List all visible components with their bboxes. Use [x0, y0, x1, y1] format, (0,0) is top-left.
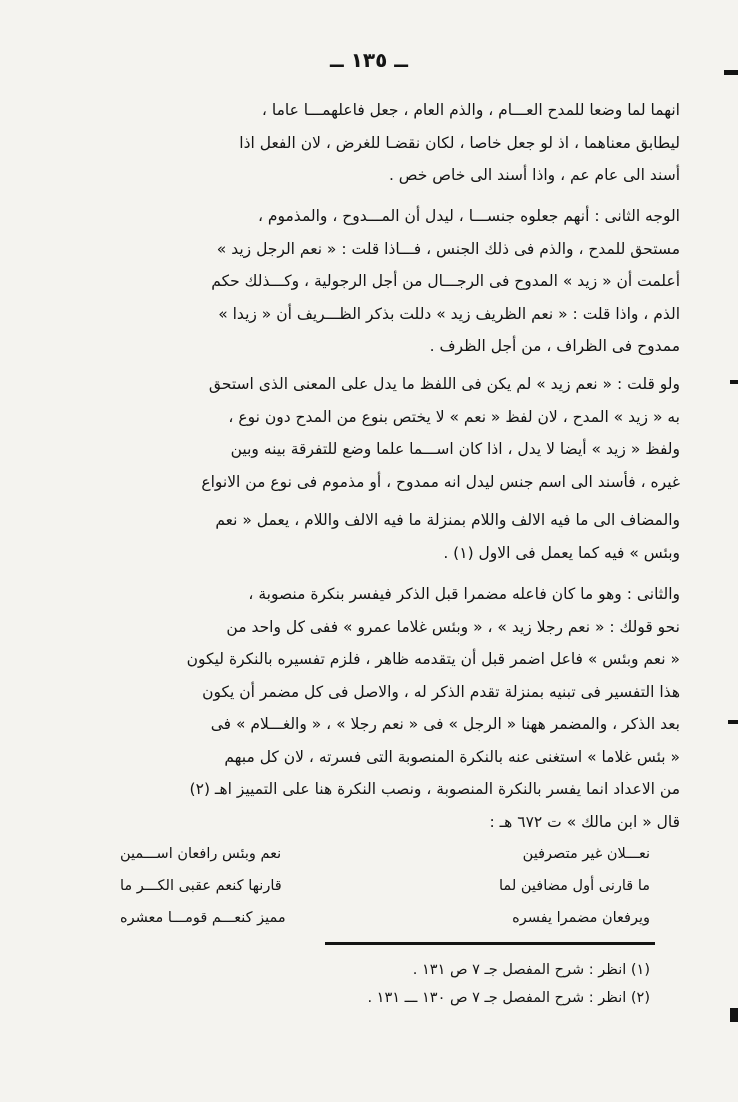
text-line: الذم ، واذا قلت : « نعم الظريف زيد » دللت بذكر الظـــريف أن « زيدا » — [218, 304, 680, 323]
verse-second-half: قارنها كنعم عقبى الكـــر ما — [120, 878, 282, 894]
text-line: ليطابق معناهما ، اذ لو جعل خاصا ، لكان نقضـا للغرض ، لان الفعل اذا — [239, 133, 680, 152]
paragraph-3 — [90, 368, 680, 498]
text-line: أسند الى عام عم ، واذا أسند الى خاص خص . — [388, 166, 680, 184]
text-line: والثانى : وهو ما كان فاعله مضمرا قبل الذكر فيفسر بنكرة منصوبة ، — [248, 585, 680, 603]
scan-edge-mark — [728, 720, 738, 724]
verse-second-half: مميز كنعـــم قومـــا معشره — [120, 910, 286, 926]
text-line: وبئس » فيه كما يعمل فى الاول (١) . — [443, 543, 680, 562]
verse-first-half: ما قارنى أول مضافين لما — [499, 878, 650, 894]
page-number: ــ ١٣٥ ــ — [330, 48, 408, 72]
text-line: به « زيد » المدح ، لان لفظ « نعم » لا يختص بنوع من المدح دون نوع ، — [228, 407, 680, 426]
text-line: ممدوح فى الظراف ، من أجل الظرف . — [429, 337, 680, 355]
text-line: أعلمت أن « زيد » المدوح فى الرجـــال من أجل الرجولية ، وكـــذلك حكم — [211, 272, 680, 290]
footnote-divider — [325, 942, 655, 945]
paragraph-2 — [90, 200, 680, 363]
text-line: قال « ابن مالك » ت ٦٧٢ هـ : — [489, 812, 680, 831]
verse-line — [120, 870, 650, 902]
text-line: مستحق للمدح ، والذم فى ذلك الجنس ، فـــاذا قلت : « نعم الرجل زيد » — [216, 239, 680, 258]
verse-first-half: ويرفعان مضمرا يفسره — [512, 910, 650, 926]
paragraph-5 — [90, 578, 680, 838]
text-line: الوجه الثانى : أنهم جعلوه جنســـا ، ليدل أن المـــدوح ، والمذموم ، — [257, 207, 680, 225]
footnotes — [230, 956, 650, 1012]
text-line: انهما لما وضعا للمدح العـــام ، والذم العام ، جعل فاعلهمـــا عاما ، — [261, 101, 680, 119]
poetry-verses — [120, 838, 650, 934]
text-line: بعد الذكر ، والمضمر ههنا « الرجل » فى « نعم رجلا » ، « والغـــلام » فى — [210, 715, 680, 733]
text-line: والمضاف الى ما فيه الالف واللام بمنزلة ما فيه الالف واللام ، يعمل « نعم — [215, 511, 680, 529]
verse-line — [120, 838, 650, 870]
verse-line — [120, 902, 650, 934]
paragraph-1 — [90, 94, 680, 192]
text-line: من الاعداد انما يفسر بالنكرة المنصوبة ، ونصب النكرة هنا على التمييز اهـ (٢) — [189, 780, 680, 798]
text-line: ولو قلت : « نعم زيد » لم يكن فى اللفظ ما يدل على المعنى الذى استحق — [208, 375, 680, 393]
text-line: هذا التفسير فى تبنيه بمنزلة تقدم الذكر له ، والاصل فى كل مضمر أن يكون — [202, 682, 680, 701]
scan-edge-mark — [730, 1008, 738, 1022]
verse-second-half: نعم وبئس رافعان اســـمين — [120, 846, 282, 862]
footnote: (١) انظر : شرح المفصل جـ ٧ ص ١٣١ . — [412, 962, 650, 978]
text-line: نحو قولك : « نعم رجلا زيد » ، « وبئس غلاما عمرو » ففى كل واحد من — [226, 617, 680, 636]
scan-edge-mark — [724, 70, 738, 75]
text-line: « نعم وبئس » فاعل اضمر قبل أن يتقدمه ظاهر ، فلزم تفسيره بالنكرة ليكون — [186, 650, 680, 668]
text-line: « بئس غلاما » استغنى عنه بالنكرة المنصوبة التى فسرته ، لان كل مبهم — [224, 747, 680, 766]
text-line: غيره ، فأسند الى اسم جنس ليدل انه ممدوح ، أو مذموم فى نوع من الانواع — [201, 472, 680, 491]
text-line: ولفظ « زيد » أيضا لا يدل ، اذا كان اســـما علما وضع للتفرقة بينه وبين — [230, 440, 680, 458]
scan-edge-mark — [730, 380, 738, 384]
paragraph-4 — [90, 504, 680, 569]
verse-first-half: نعـــلان غير متصرفين — [522, 846, 650, 862]
footnote: (٢) انظر : شرح المفصل جـ ٧ ص ١٣٠ ـــ ١٣١ . — [367, 990, 650, 1006]
